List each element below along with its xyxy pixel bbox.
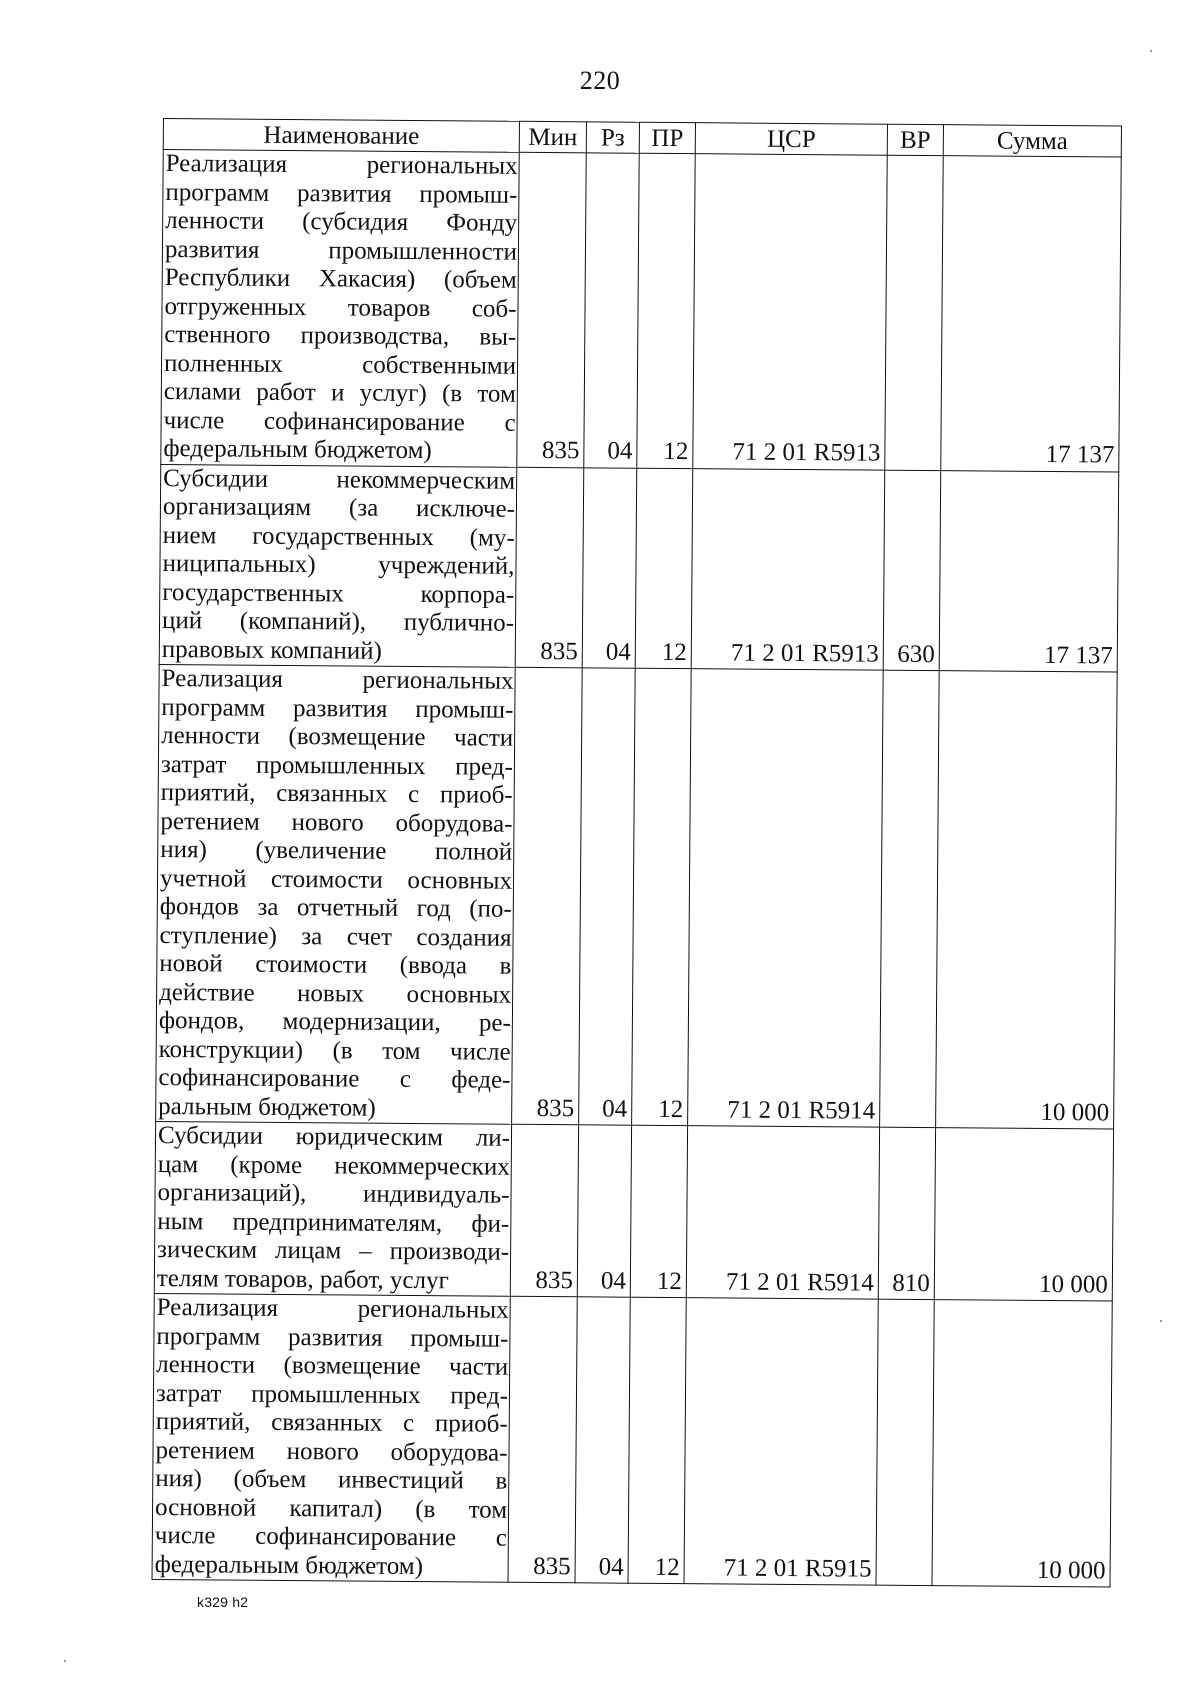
row-rz-cell: 04	[575, 1297, 630, 1583]
row-name-line: ленности (субсидия Фонду	[165, 207, 518, 237]
row-csr-cell: 71 2 01 R5915	[684, 1298, 878, 1585]
page-number: 220	[579, 66, 621, 95]
row-sum-cell: 10 000	[936, 671, 1118, 1129]
scan-speck	[1150, 50, 1152, 52]
row-name-cell	[152, 1293, 510, 1582]
header-rz: Рз	[586, 122, 639, 153]
row-name-line: приятий, связанных с приоб-	[160, 779, 513, 809]
row-name-line: основной капитал) (в том	[154, 1493, 508, 1524]
row-rz-cell: 04	[579, 668, 636, 1125]
row-name-line: Республики Хакасия) (объем	[164, 264, 517, 294]
row-csr-cell: 71 2 01 R5913	[693, 154, 887, 470]
header-csr: ЦСР	[695, 123, 887, 156]
row-name-line: отгруженных товаров соб-	[164, 292, 517, 323]
row-name-line: затрат промышленных пред-	[155, 1379, 509, 1410]
row-name-line: телям товаров, работ, услуг	[156, 1264, 449, 1294]
row-pr-cell: 12	[637, 153, 695, 468]
row-name-line: фондов, модернизации, ре-	[158, 1006, 512, 1037]
row-name-line: ниципальных) учреждений,	[162, 550, 515, 580]
row-name-cell	[154, 1121, 511, 1296]
row-name-line: ральным бюджетом)	[158, 1092, 376, 1122]
row-name-line: ретением нового оборудова-	[155, 1436, 508, 1467]
row-name-line: ственного производства, вы-	[164, 321, 517, 351]
row-rz-cell: 04	[582, 467, 637, 668]
row-name-line: программ развития промыш-	[161, 693, 514, 724]
row-name-line: зическим лицам – производи-	[157, 1235, 510, 1266]
footer-code: k329 h2	[197, 1594, 249, 1610]
row-csr-cell: 71 2 01 R5913	[691, 468, 885, 670]
row-name-line: ленности (возмещение части	[156, 1350, 509, 1381]
row-name-line: ретением нового оборудова-	[160, 807, 513, 838]
row-min-cell: 835	[512, 667, 583, 1125]
row-name-line: федеральным бюджетом)	[163, 435, 432, 465]
row-name-line: организациям (за исключе-	[162, 493, 516, 523]
scan-speck	[1160, 1320, 1162, 1322]
header-min: Мин	[519, 121, 586, 153]
header-name: Наименование	[163, 119, 519, 153]
row-vr-cell	[880, 670, 940, 1127]
row-name-line: числе софинансирование с	[154, 1521, 507, 1552]
row-name-line: ступление) за счет создания	[159, 921, 512, 952]
row-name-line: Реализация региональных	[161, 665, 514, 695]
table-row	[154, 1121, 1113, 1301]
row-name-line: ния) (увеличение полной	[160, 836, 513, 866]
row-name-line: новой стоимости (ввода в	[159, 949, 512, 980]
row-vr-cell	[885, 155, 943, 470]
row-name-line: Реализация региональных	[165, 150, 518, 180]
row-name-line: действие новых основных	[159, 978, 512, 1009]
row-name-line: числе софинансирование с	[163, 406, 516, 437]
row-name-line: ций (компаний), публично-	[161, 607, 515, 637]
row-vr-cell: 810	[878, 1127, 935, 1299]
row-name-line: программ развития промыш-	[156, 1322, 509, 1353]
row-name-line: Субсидии некоммерческим	[163, 464, 516, 495]
row-name-line: конструкции) (в том числе	[158, 1035, 511, 1066]
row-name-line: ным предпринимателям, фи-	[157, 1207, 510, 1238]
row-vr-cell	[876, 1299, 934, 1585]
row-sum-cell: 10 000	[934, 1128, 1113, 1301]
row-name-line: софинансирование с феде-	[158, 1063, 511, 1094]
row-sum-cell: 10 000	[932, 1300, 1112, 1587]
row-pr-cell: 12	[628, 1297, 686, 1583]
row-name-line: Субсидии юридическим ли-	[157, 1121, 511, 1152]
row-name-line: затрат промышленных пред-	[160, 750, 514, 781]
row-rz-cell: 04	[584, 153, 639, 468]
row-name-line: приятий, связанных с приоб-	[155, 1407, 508, 1438]
row-csr-cell: 71 2 01 R5914	[688, 669, 884, 1127]
row-name-line: федеральным бюджетом)	[154, 1550, 424, 1580]
row-name-line: программ развития промыш-	[165, 178, 518, 209]
row-name-line: ния) (объем инвестиций в	[155, 1464, 508, 1495]
row-name-line: нием государственных (му-	[162, 521, 515, 552]
table-row	[156, 664, 1118, 1129]
row-pr-cell: 12	[635, 468, 693, 669]
row-name-line: Реализация региональных	[156, 1293, 509, 1324]
row-pr-cell: 12	[630, 1125, 687, 1297]
row-name-line: учетной стоимости основных	[159, 864, 513, 895]
row-pr-cell: 12	[632, 668, 692, 1125]
table-row	[161, 150, 1121, 472]
row-name-line: ленности (возмещение части	[161, 722, 514, 752]
row-name-line: организаций), индивидуаль-	[157, 1178, 510, 1209]
table-row	[159, 464, 1119, 672]
row-name-line: правовых компаний)	[161, 635, 383, 665]
row-vr-cell: 630	[883, 470, 941, 671]
header-sum: Сумма	[943, 125, 1121, 157]
row-name-cell	[156, 664, 516, 1124]
row-name-line: государственных корпора-	[162, 578, 515, 609]
row-sum-cell: 17 137	[941, 156, 1121, 472]
header-pr: ПР	[639, 122, 695, 153]
row-csr-cell: 71 2 01 R5914	[686, 1126, 879, 1300]
row-sum-cell: 17 137	[939, 470, 1119, 672]
row-name-line: силами работ и услуг) (в том	[163, 378, 516, 408]
table-body	[152, 150, 1121, 1587]
scan-speck	[64, 1660, 66, 1662]
row-name-cell	[159, 464, 517, 667]
row-min-cell: 835	[517, 152, 586, 467]
row-name-line: цам (кроме некоммерческих	[157, 1150, 510, 1181]
budget-table	[152, 118, 1122, 1587]
row-min-cell: 835	[510, 1124, 578, 1297]
row-name-cell	[161, 150, 519, 467]
row-min-cell: 835	[508, 1296, 577, 1583]
row-name-line: полненных собственными	[163, 349, 517, 380]
row-min-cell: 835	[515, 467, 584, 668]
row-name-line: развития промышленности	[164, 235, 518, 266]
row-rz-cell: 04	[577, 1125, 631, 1297]
header-vr: ВР	[887, 124, 943, 155]
table-row	[152, 1293, 1112, 1587]
row-name-line: фондов за отчетный год (по-	[159, 892, 512, 923]
